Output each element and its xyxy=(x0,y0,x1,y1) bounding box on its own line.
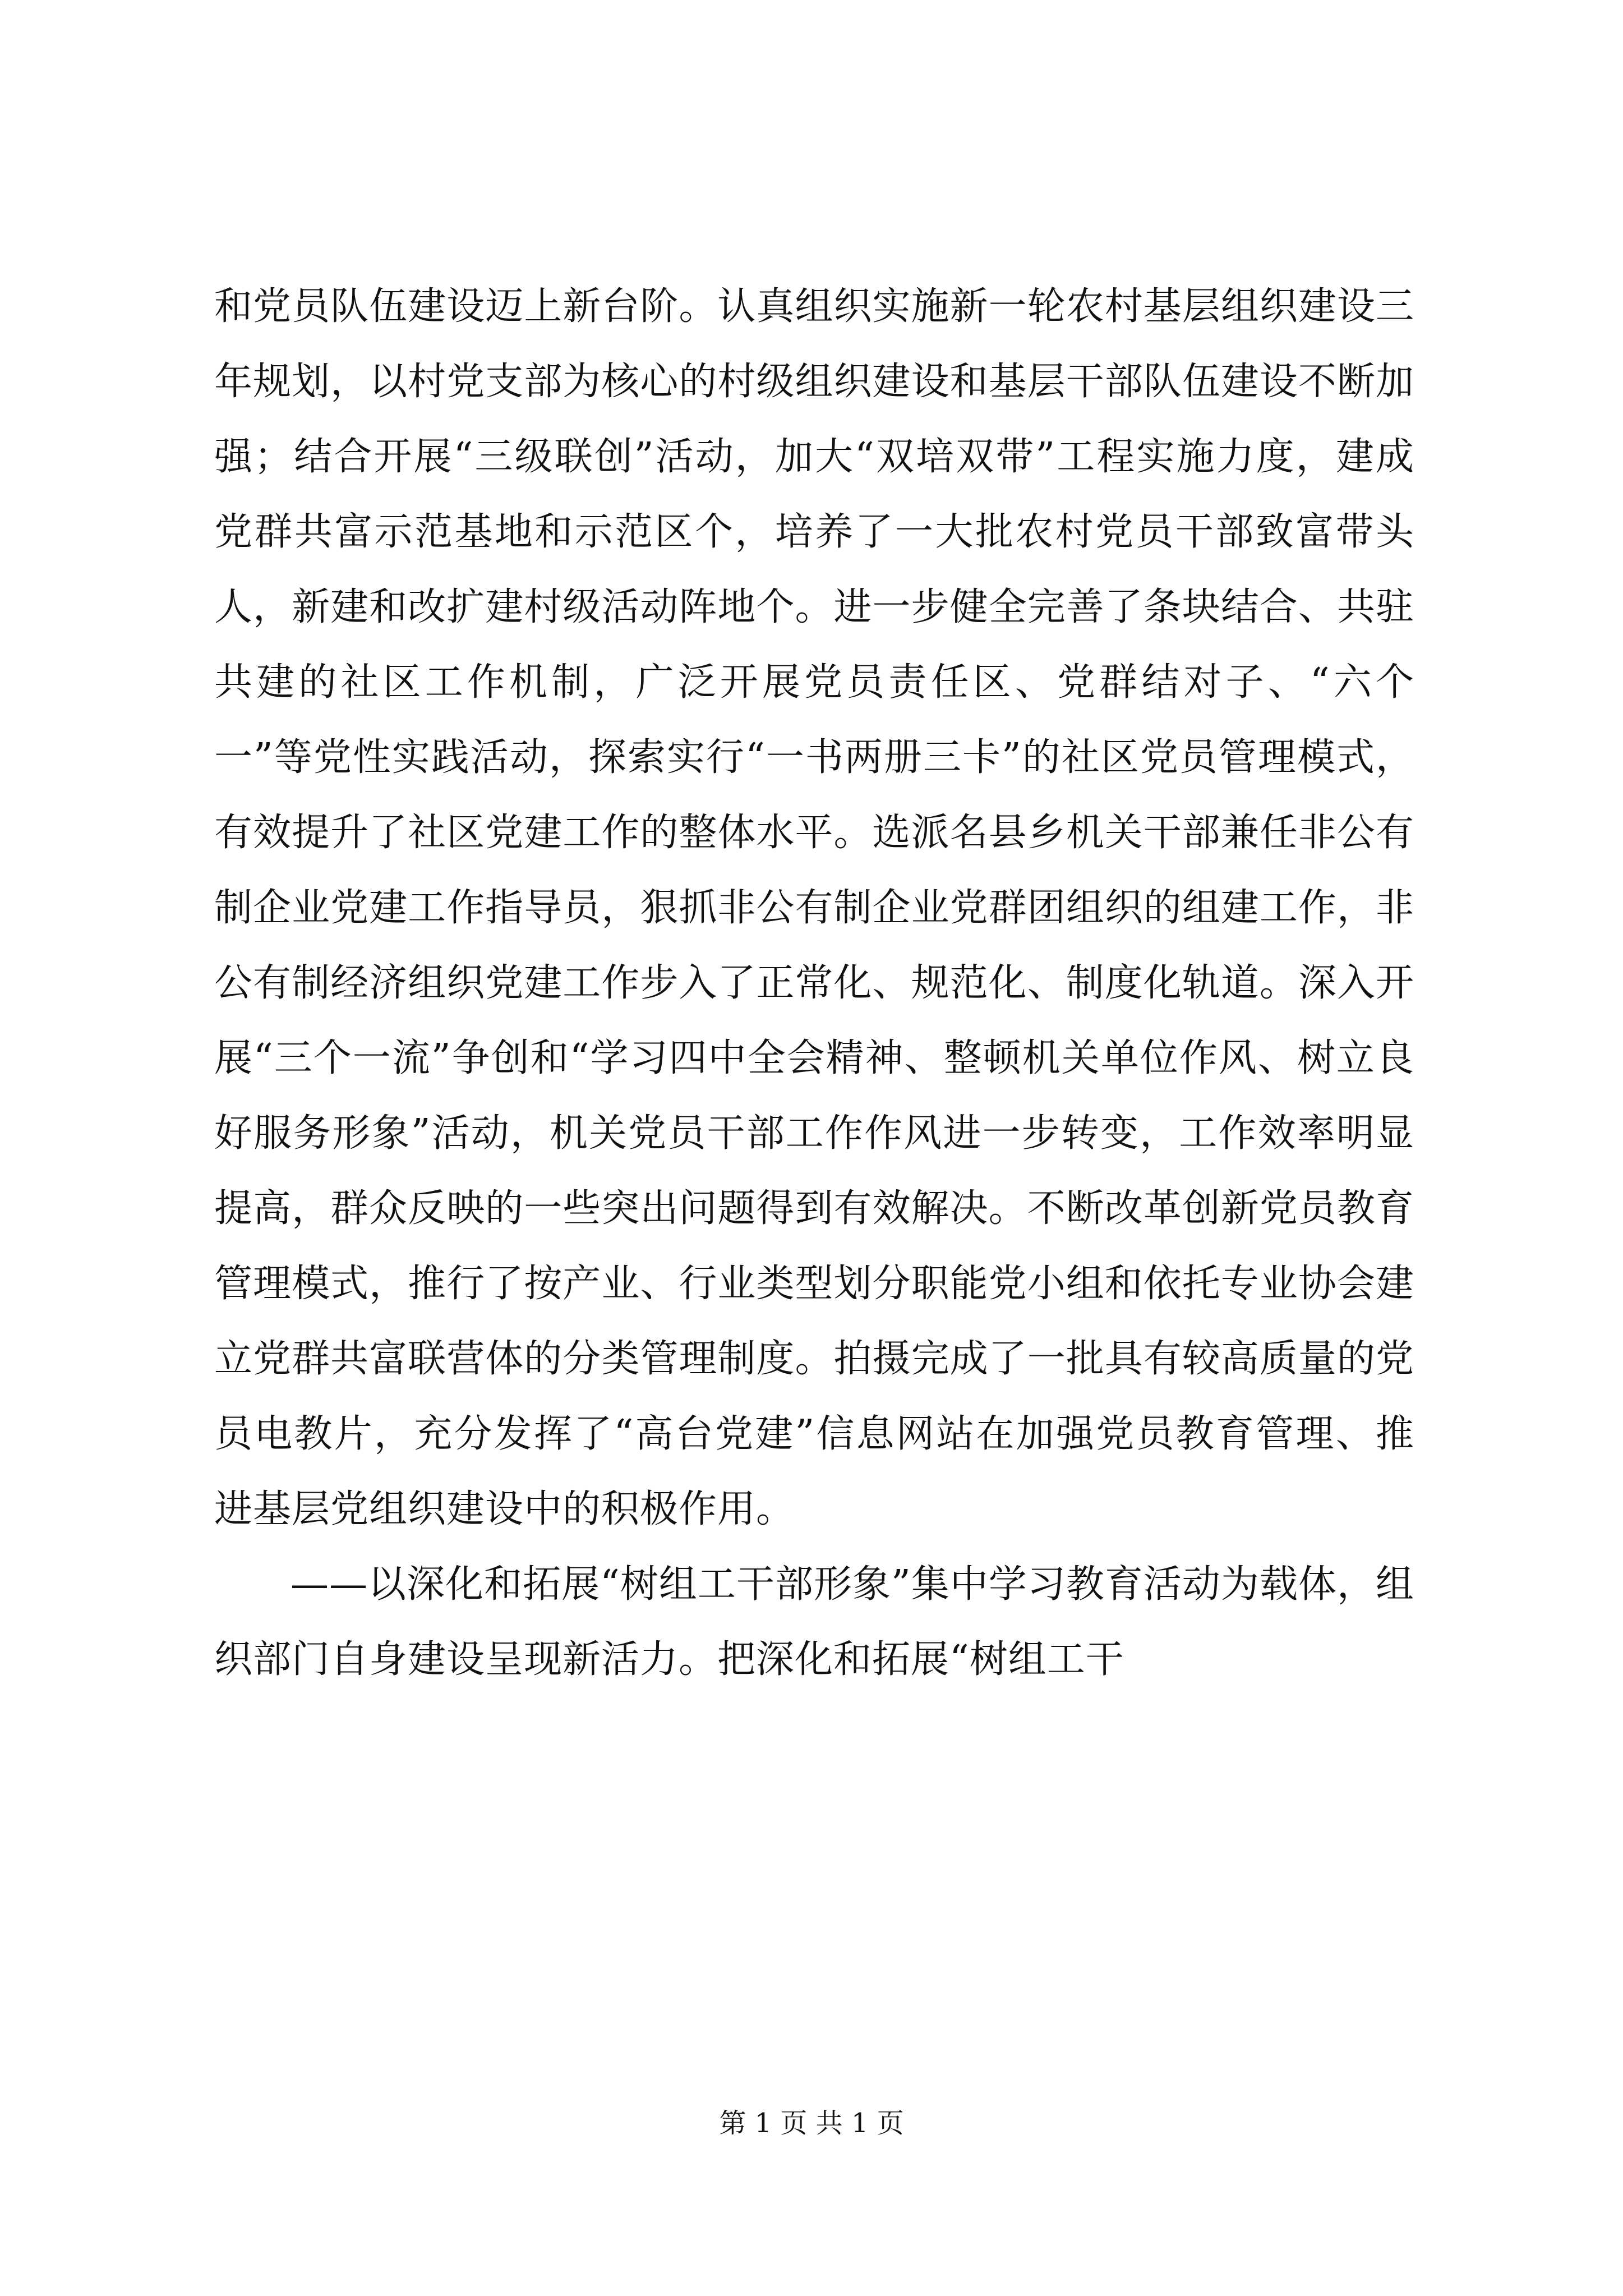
body-paragraph-1: 和党员队伍建设迈上新台阶。认真组织实施新一轮农村基层组织建设三年规划，以村党支部为核心的村级组织建设和基层干部队伍建设不断加强；结合开展“三级联创”活动，加大“双培双带”工程实施力度，建成党群共富示范基地和示范区个，培养了一大批农村党员干部致富带头人，新建和改扩建村级活动阵地个。进一步健全完善了条块结合、共驻共建的社区工作机制，广泛开展党员责任区、党群结对子、“六个一”等党性实践活动，探索实行“一书两册三卡”的社区党员管理模式，有效提升了社区党建工作的整体水平。选派名县乡机关干部兼任非公有制企业党建工作指导员，狠抓非公有制企业党群团组织的组建工作，非公有制经济组织党建工作步入了正常化、规范化、制度化轨道。深入开展“三个一流”争创和“学习四中全会精神、整顿机关单位作风、树立良好服务形象”活动，机关党员干部工作作风进一步转变，工作效率明显提高，群众反映的一些突出问题得到有效解决。不断改革创新党员教育管理模式，推行了按产业、行业类型划分职能党小组和依托专业协会建立党群共富联营体的分类管理制度。拍摄完成了一批具有较高质量的党员电教片，充分发挥了“高台党建”信息网站在加强党员教育管理、推进基层党组织建设中的积极作用。 xyxy=(214,284,1414,1531)
document-body xyxy=(214,269,1414,1697)
page-footer: 第 1 页 共 1 页 xyxy=(719,2108,904,2139)
body-paragraph-2: ——以深化和拓展“树组工干部形象”集中学习教育活动为载体，组织部门自身建设呈现新活力。把深化和拓展“树组工干 xyxy=(214,1562,1414,1682)
